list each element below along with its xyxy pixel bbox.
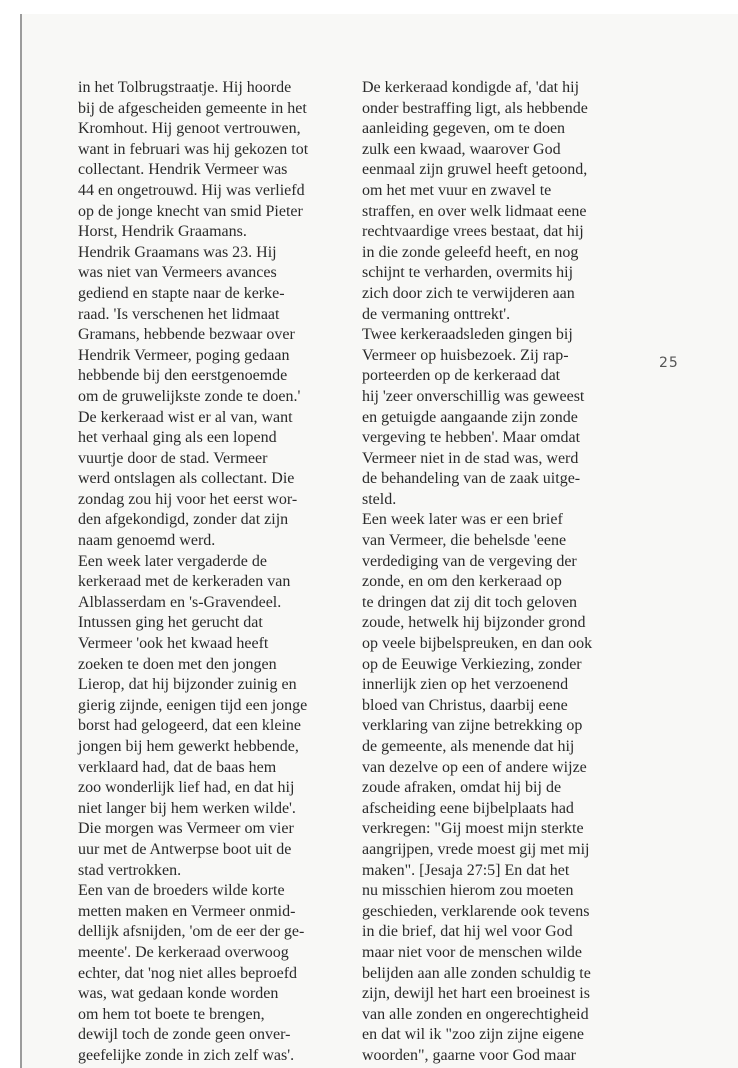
text-line: zondag zou hij voor het eerst wor- (78, 490, 298, 508)
text-line: Een week later was er een brief (362, 511, 563, 529)
text-line: collectant. Hendrik Vermeer was (78, 161, 288, 179)
text-line: belijden aan alle zonden schuldig te (362, 964, 591, 982)
text-line: zonde, en om den kerkeraad op (362, 573, 562, 591)
text-line: afscheiding eene bijbelplaats had (362, 799, 574, 817)
right-text-column (362, 78, 624, 1067)
text-line: vuurtje door de stad. Vermeer (78, 449, 268, 467)
text-line: maken". [Jesaja 27:5] En dat het (362, 861, 570, 879)
page-number: 25 (659, 355, 679, 371)
text-line: zulk een kwaad, waarover God (362, 140, 561, 158)
text-line: zoo wonderlijk lief had, en dat hij (78, 779, 295, 797)
text-line: onder bestraffing ligt, als hebbende (362, 99, 588, 117)
text-line: nu misschien hierom zou moeten (362, 882, 574, 900)
text-line: verklaring van zijne betrekking op (362, 717, 583, 735)
text-line: naam genoemd werd. (78, 532, 216, 550)
text-line: in die zonde geleefd heeft, en nog (362, 243, 579, 261)
page-spine-edge (20, 14, 22, 1068)
text-line: zich door zich te verwijderen aan (362, 284, 575, 302)
text-line: om hem tot boete te brengen, (78, 1005, 265, 1023)
text-line: was niet van Vermeers avances (78, 264, 277, 282)
text-line: en dat wil ik "zoo zijn zijne eigene (362, 1026, 585, 1044)
text-line: op veele bijbelspreuken, en dan ook (362, 635, 593, 653)
text-line: Horst, Hendrik Graamans. (78, 223, 247, 241)
text-line: dellijk afsnijden, 'om de eer der ge- (78, 923, 305, 941)
text-line: van alle zonden en ongerechtigheid (362, 1005, 589, 1023)
text-line: zoude, hetwelk hij bijzonder grond (362, 614, 586, 632)
text-line: den afgekondigd, zonder dat zijn (78, 511, 289, 529)
text-line: rechtvaardige vrees bestaat, dat hij (362, 223, 584, 241)
text-line: Gramans, hebbende bezwaar over (78, 326, 295, 344)
text-line: Die morgen was Vermeer om vier (78, 820, 294, 838)
text-line: verklaard had, dat de baas hem (78, 758, 277, 776)
text-line: echter, dat 'nog niet alles beproefd (78, 964, 298, 982)
text-line: de behandeling van de zaak uitge- (362, 470, 581, 488)
text-line: raad. 'Is verschenen het lidmaat (78, 305, 280, 323)
text-line: eenmaal zijn gruwel heeft getoond, (362, 161, 588, 179)
text-line: schijnt te verharden, overmits hij (362, 264, 574, 282)
text-line: porteerden op de kerkeraad dat (362, 367, 561, 385)
text-line: borst had gelogeerd, dat een kleine (78, 717, 302, 735)
text-line: te dringen dat zij dit toch geloven (362, 593, 578, 611)
text-line: Vermeer niet in de stad was, werd (362, 449, 579, 467)
text-line: in die brief, dat hij wel voor God (362, 923, 573, 941)
text-line: verkregen: "Gij moest mijn sterkte (362, 820, 584, 838)
text-line: maar niet voor de menschen wilde (362, 943, 582, 961)
text-line: vergeving te hebben'. Maar omdat (362, 429, 581, 447)
text-line: De kerkeraad wist er al van, want (78, 408, 293, 426)
text-line: gediend en stapte naar de kerke- (78, 284, 285, 302)
text-line: metten maken en Vermeer onmid- (78, 902, 296, 920)
text-line: Kromhout. Hij genoot vertrouwen, (78, 120, 301, 138)
text-line: was, wat gedaan konde worden (78, 985, 279, 1003)
text-line: dewijl toch de zonde geen onver- (78, 1026, 291, 1044)
text-line: geschieden, verklarende ook tevens (362, 902, 590, 920)
text-line: bloed van Christus, daarbij eene (362, 696, 568, 714)
text-line: de gemeente, als menende dat hij (362, 738, 575, 755)
text-line: het verhaal ging als een lopend (78, 429, 277, 447)
text-line: Twee kerkeraadsleden gingen bij (362, 326, 573, 344)
text-line: Intussen ging het gerucht dat (78, 614, 263, 632)
text-line: hij 'zeer onverschillig was geweest (362, 387, 585, 405)
text-line: uur met de Antwerpse boot uit de (78, 840, 292, 858)
text-line: Vermeer 'ook het kwaad heeft (78, 635, 269, 653)
text-line: op de jonge knecht van smid Pieter (78, 202, 303, 220)
text-line: en getuigde aangaande zijn zonde (362, 408, 578, 426)
text-line: om de gruwelijkste zonde te doen.' (78, 387, 301, 405)
text-line: op de Eeuwige Verkiezing, zonder (362, 655, 582, 673)
text-line: woorden", gaarne voor God maar (362, 1046, 577, 1064)
text-line: kerkeraad met de kerkeraden van (78, 573, 291, 591)
text-line: niet langer bij hem werken wilde'. (78, 799, 296, 817)
text-line: Hendrik Graamans was 23. Hij (78, 243, 277, 261)
text-line: innerlijk zien op het verzoenend (362, 676, 569, 694)
text-line: zoude afraken, omdat hij bij de (362, 779, 562, 797)
text-line: steld. (362, 490, 397, 508)
text-line: aanleiding gegeven, om te doen (362, 120, 566, 138)
text-line: Een van de broeders wilde korte (78, 882, 285, 900)
text-line: Vermeer op huisbezoek. Zij rap- (362, 346, 569, 364)
text-line: zijn, dewijl het hart een broeinest is (362, 985, 590, 1003)
text-line: straffen, en over welk lidmaat eene (362, 202, 587, 220)
left-text-column (78, 78, 340, 1067)
text-line: hebbende bij den eerstgenoemde (78, 367, 288, 385)
text-line: geefelijke zonde in zich zelf was'. (78, 1046, 295, 1064)
text-line: de vermaning onttrekt'. (362, 305, 511, 323)
text-line: in het Tolbrugstraatje. Hij hoorde (78, 79, 292, 96)
text-line: Hendrik Vermeer, poging gedaan (78, 346, 290, 364)
text-line: van dezelve op een of andere wijze (362, 758, 587, 776)
text-line: Een week later vergaderde de (78, 552, 267, 570)
text-line: van Vermeer, die behelsde 'eene (362, 532, 567, 550)
text-line: want in februari was hij gekozen tot (78, 140, 309, 158)
text-line: verdediging van de vergeving der (362, 552, 577, 570)
text-line: Alblasserdam en 's-Gravendeel. (78, 593, 282, 611)
text-line: bij de afgescheiden gemeente in het (78, 99, 307, 117)
text-line: aangrijpen, vrede moest gij met mij (362, 840, 590, 858)
text-line: gierig zijnde, eenigen tijd een jonge (78, 696, 308, 714)
text-line: 44 en ongetrouwd. Hij was verliefd (78, 181, 305, 199)
text-line: stad vertrokken. (78, 861, 182, 879)
text-line: Lierop, dat hij bijzonder zuinig en (78, 676, 297, 694)
text-line: om het met vuur en zwavel te (362, 181, 552, 199)
text-line: meente'. De kerkeraad overwoog (78, 943, 289, 961)
text-line: werd ontslagen als collectant. Die (78, 470, 295, 488)
text-line: De kerkeraad kondigde af, 'dat hij (362, 79, 580, 96)
text-line: jongen bij hem gewerkt hebbende, (78, 738, 299, 755)
text-line: zoeken te doen met den jongen (78, 655, 277, 673)
